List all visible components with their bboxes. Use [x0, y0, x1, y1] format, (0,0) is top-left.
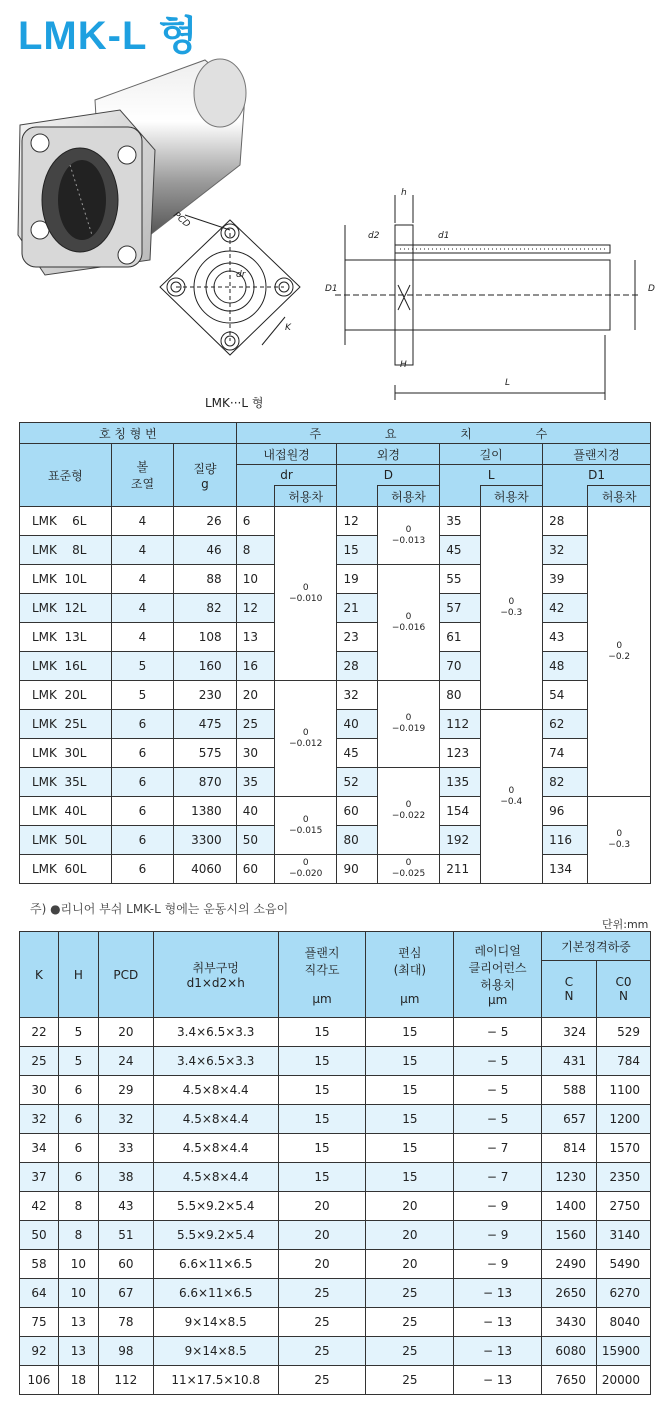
dr-value: 40: [236, 797, 274, 826]
d1-value: 54: [543, 681, 588, 710]
c0-header: C0 N: [596, 961, 650, 1018]
tolerance-D1: 0 −0.3: [588, 797, 651, 884]
spec-c0: 784: [596, 1047, 650, 1076]
mass: 82: [174, 594, 236, 623]
dr-label: dr: [236, 270, 246, 280]
big-d-label: D: [648, 284, 655, 294]
spec-h: 18: [58, 1366, 98, 1395]
spec-hole: 3.4×6.5×3.3: [153, 1018, 278, 1047]
table-row: [20, 1221, 651, 1250]
spec-c: 1400: [542, 1192, 597, 1221]
tolerance-dr: 0 −0.015: [274, 797, 336, 855]
mass: 26: [174, 507, 236, 536]
spec-pcd: 51: [98, 1221, 153, 1250]
d-value: 23: [337, 623, 377, 652]
spec-c: 814: [542, 1134, 597, 1163]
unit-label: 단위:mm: [602, 918, 649, 931]
d-value: 28: [337, 652, 377, 681]
blank-d1: [543, 486, 588, 507]
spec-c: 3430: [542, 1308, 597, 1337]
d1-value: 96: [543, 797, 588, 826]
spec-perp: 15: [278, 1047, 366, 1076]
spec-h: 6: [58, 1134, 98, 1163]
l-value: 211: [440, 855, 480, 884]
model-name: LMK 10L: [20, 565, 112, 594]
table-row: [20, 855, 651, 884]
tol-d1: 허용차: [588, 486, 651, 507]
spec-pcd: 33: [98, 1134, 153, 1163]
spec-k: 22: [20, 1018, 59, 1047]
l-value: 154: [440, 797, 480, 826]
spec-c: 7650: [542, 1366, 597, 1395]
spec-h: 13: [58, 1308, 98, 1337]
d1-header: 플랜지경: [543, 444, 651, 465]
front-view-diagram: [160, 210, 300, 355]
spec-clear: − 5: [454, 1018, 542, 1047]
spec-h: 5: [58, 1018, 98, 1047]
table-row: [20, 1192, 651, 1221]
l-value: 61: [440, 623, 480, 652]
spec-pcd: 43: [98, 1192, 153, 1221]
spec-clear: − 9: [454, 1221, 542, 1250]
d-value: 15: [337, 536, 377, 565]
l-sym: L: [440, 465, 543, 486]
l-value: 35: [440, 507, 480, 536]
ball-rows: 4: [111, 536, 173, 565]
bearing-photo: [18, 59, 246, 275]
spec-hole: 4.5×8×4.4: [153, 1134, 278, 1163]
spec-k: 58: [20, 1250, 59, 1279]
d-value: 90: [337, 855, 377, 884]
big-d1-label: D1: [325, 284, 338, 294]
dr-value: 30: [236, 739, 274, 768]
mass: 88: [174, 565, 236, 594]
spec-pcd: 60: [98, 1250, 153, 1279]
spec-c0: 5490: [596, 1250, 650, 1279]
footnote: 주) ●리니어 부쉬 LMK-L 형에는 운동시의 소음이: [30, 902, 289, 916]
pcd-label: PCD: [171, 210, 192, 230]
spec-clear: − 13: [454, 1308, 542, 1337]
d1-value: 62: [543, 710, 588, 739]
spec-clear: − 9: [454, 1192, 542, 1221]
d-sym: D: [337, 465, 440, 486]
spec-ecc: 20: [366, 1192, 454, 1221]
perp-header: 플랜지 직각도 μm: [278, 932, 366, 1018]
tolerance-dr: 0 −0.010: [274, 507, 336, 681]
spec-ecc: 15: [366, 1134, 454, 1163]
tolerance-D1: 0 −0.2: [588, 507, 651, 797]
spec-c0: 15900: [596, 1337, 650, 1366]
tolerance-D: 0 −0.022: [377, 768, 439, 855]
spec-perp: 25: [278, 1337, 366, 1366]
spec-pcd: 78: [98, 1308, 153, 1337]
dimension-table: [19, 422, 651, 884]
spec-clear: − 7: [454, 1163, 542, 1192]
big-h-label: H: [400, 360, 407, 370]
spec-perp: 15: [278, 1105, 366, 1134]
ball-rows: 5: [111, 681, 173, 710]
mass: 1380: [174, 797, 236, 826]
spec-hole: 4.5×8×4.4: [153, 1105, 278, 1134]
d-value: 60: [337, 797, 377, 826]
spec-h: 6: [58, 1076, 98, 1105]
ball-rows: 4: [111, 623, 173, 652]
d-value: 40: [337, 710, 377, 739]
table-row: [20, 681, 651, 710]
tolerance-L: 0 −0.4: [480, 710, 542, 884]
spec-c0: 529: [596, 1018, 650, 1047]
blank-d: [337, 486, 377, 507]
spec-pcd: 20: [98, 1018, 153, 1047]
spec-h: 10: [58, 1279, 98, 1308]
model-name: LMK 16L: [20, 652, 112, 681]
spec-h: 8: [58, 1221, 98, 1250]
spec-perp: 25: [278, 1279, 366, 1308]
spec-c: 431: [542, 1047, 597, 1076]
big-l-label: L: [505, 378, 511, 388]
tolerance-D: 0 −0.016: [377, 565, 439, 681]
d-value: 21: [337, 594, 377, 623]
h-label: h: [401, 188, 407, 198]
table-row: [20, 797, 651, 826]
ball-rows: 6: [111, 826, 173, 855]
mass: 108: [174, 623, 236, 652]
d-value: 19: [337, 565, 377, 594]
spec-h: 13: [58, 1337, 98, 1366]
spec-c: 657: [542, 1105, 597, 1134]
spec-k: 75: [20, 1308, 59, 1337]
d-value: 32: [337, 681, 377, 710]
blank-l: [440, 486, 480, 507]
pcd-header: PCD: [98, 932, 153, 1018]
table-row: [20, 1018, 651, 1047]
spec-pcd: 24: [98, 1047, 153, 1076]
model-name: LMK 30L: [20, 739, 112, 768]
spec-k: 34: [20, 1134, 59, 1163]
spec-hole: 6.6×11×6.5: [153, 1250, 278, 1279]
dr-value: 50: [236, 826, 274, 855]
tolerance-dr: 0 −0.012: [274, 681, 336, 797]
table-row: [20, 1105, 651, 1134]
dr-value: 25: [236, 710, 274, 739]
mass: 230: [174, 681, 236, 710]
spec-hole: 5.5×9.2×5.4: [153, 1192, 278, 1221]
spec-clear: − 7: [454, 1134, 542, 1163]
spec-clear: − 9: [454, 1250, 542, 1279]
spec-ecc: 20: [366, 1221, 454, 1250]
ball-rows: 6: [111, 797, 173, 826]
spec-c: 2490: [542, 1250, 597, 1279]
d1-value: 134: [543, 855, 588, 884]
d1-value: 48: [543, 652, 588, 681]
spec-pcd: 67: [98, 1279, 153, 1308]
spec-ecc: 15: [366, 1076, 454, 1105]
spec-perp: 25: [278, 1366, 366, 1395]
spec-clear: − 13: [454, 1337, 542, 1366]
c-header: C N: [542, 961, 597, 1018]
spec-k: 25: [20, 1047, 59, 1076]
spec-pcd: 112: [98, 1366, 153, 1395]
spec-k: 50: [20, 1221, 59, 1250]
table-row: [20, 1250, 651, 1279]
tol-dr: 허용차: [274, 486, 336, 507]
ball-rows: 4: [111, 507, 173, 536]
mass: 475: [174, 710, 236, 739]
table-row: [20, 1337, 651, 1366]
spec-ecc: 15: [366, 1105, 454, 1134]
spec-k: 30: [20, 1076, 59, 1105]
spec-c: 2650: [542, 1279, 597, 1308]
d-value: 52: [337, 768, 377, 797]
spec-c0: 2350: [596, 1163, 650, 1192]
tol-d: 허용차: [377, 486, 439, 507]
spec-ecc: 25: [366, 1279, 454, 1308]
spec-table: [19, 931, 651, 1395]
ball-rows: 6: [111, 739, 173, 768]
spec-hole: 11×17.5×10.8: [153, 1366, 278, 1395]
model-name: LMK 60L: [20, 855, 112, 884]
mass: 46: [174, 536, 236, 565]
d-value: 80: [337, 826, 377, 855]
spec-h: 6: [58, 1105, 98, 1134]
model-name: LMK 6L: [20, 507, 112, 536]
mass: 3300: [174, 826, 236, 855]
spec-c0: 2750: [596, 1192, 650, 1221]
spec-perp: 15: [278, 1134, 366, 1163]
spec-pcd: 38: [98, 1163, 153, 1192]
spec-ecc: 20: [366, 1250, 454, 1279]
d-value: 45: [337, 739, 377, 768]
spec-k: 64: [20, 1279, 59, 1308]
l-value: 112: [440, 710, 480, 739]
spec-clear: − 5: [454, 1105, 542, 1134]
l-value: 135: [440, 768, 480, 797]
ball-rows: 6: [111, 855, 173, 884]
d1-value: 43: [543, 623, 588, 652]
ball-rows: 5: [111, 652, 173, 681]
spec-ecc: 15: [366, 1018, 454, 1047]
spec-ecc: 25: [366, 1337, 454, 1366]
spec-perp: 15: [278, 1018, 366, 1047]
ball-rows: 4: [111, 565, 173, 594]
spec-k: 106: [20, 1366, 59, 1395]
group-header-name: 호 칭 형 번: [20, 423, 237, 444]
mass: 4060: [174, 855, 236, 884]
dr-value: 8: [236, 536, 274, 565]
spec-c0: 1570: [596, 1134, 650, 1163]
spec-c: 6080: [542, 1337, 597, 1366]
model-name: LMK 25L: [20, 710, 112, 739]
dr-value: 13: [236, 623, 274, 652]
spec-k: 92: [20, 1337, 59, 1366]
d1-label: d1: [438, 231, 450, 241]
spec-clear: − 5: [454, 1076, 542, 1105]
tolerance-D: 0 −0.013: [377, 507, 439, 565]
ball-rows: 4: [111, 594, 173, 623]
spec-perp: 15: [278, 1163, 366, 1192]
spec-hole: 6.6×11×6.5: [153, 1279, 278, 1308]
dr-value: 16: [236, 652, 274, 681]
spec-clear: − 13: [454, 1279, 542, 1308]
hole-header: 취부구멍 d1×d2×h: [153, 932, 278, 1018]
spec-c0: 6270: [596, 1279, 650, 1308]
blank-dr: [236, 486, 274, 507]
d1-value: 74: [543, 739, 588, 768]
spec-hole: 3.4×6.5×3.3: [153, 1047, 278, 1076]
spec-clear: − 13: [454, 1366, 542, 1395]
d1-value: 32: [543, 536, 588, 565]
group-header-dims: 주 요 치 수: [236, 423, 650, 444]
spec-k: 37: [20, 1163, 59, 1192]
spec-ecc: 15: [366, 1163, 454, 1192]
table-row: [20, 1076, 651, 1105]
h-header: H: [58, 932, 98, 1018]
dr-value: 10: [236, 565, 274, 594]
mass: 160: [174, 652, 236, 681]
ball-rows: 6: [111, 710, 173, 739]
l-value: 55: [440, 565, 480, 594]
d1-sym: D1: [543, 465, 651, 486]
dr-value: 35: [236, 768, 274, 797]
spec-c: 1230: [542, 1163, 597, 1192]
spec-pcd: 98: [98, 1337, 153, 1366]
model-name: LMK 35L: [20, 768, 112, 797]
spec-perp: 25: [278, 1308, 366, 1337]
k-label: K: [285, 323, 291, 333]
tolerance-D: 0 −0.025: [377, 855, 439, 884]
table-row: [20, 1163, 651, 1192]
dr-sym: dr: [236, 465, 337, 486]
l-value: 70: [440, 652, 480, 681]
spec-hole: 4.5×8×4.4: [153, 1163, 278, 1192]
spec-h: 10: [58, 1250, 98, 1279]
l-value: 57: [440, 594, 480, 623]
std-header: 표준형: [20, 444, 112, 507]
spec-hole: 4.5×8×4.4: [153, 1076, 278, 1105]
spec-h: 8: [58, 1192, 98, 1221]
spec-hole: 9×14×8.5: [153, 1337, 278, 1366]
dr-value: 6: [236, 507, 274, 536]
spec-k: 42: [20, 1192, 59, 1221]
l-value: 192: [440, 826, 480, 855]
model-name: LMK 13L: [20, 623, 112, 652]
spec-perp: 20: [278, 1192, 366, 1221]
d-value: 12: [337, 507, 377, 536]
tol-l: 허용차: [480, 486, 542, 507]
model-name: LMK 40L: [20, 797, 112, 826]
l-value: 123: [440, 739, 480, 768]
spec-c0: 3140: [596, 1221, 650, 1250]
spec-ecc: 25: [366, 1308, 454, 1337]
l-header: 길이: [440, 444, 543, 465]
load-header: 기본정격하중: [542, 932, 651, 961]
spec-ecc: 25: [366, 1366, 454, 1395]
spec-c: 1560: [542, 1221, 597, 1250]
ecc-header: 편심 (최대) μm: [366, 932, 454, 1018]
d1-value: 39: [543, 565, 588, 594]
mass: 870: [174, 768, 236, 797]
spec-clear: − 5: [454, 1047, 542, 1076]
tolerance-D: 0 −0.019: [377, 681, 439, 768]
figure-caption: LMK···L 형: [205, 396, 264, 410]
d1-value: 28: [543, 507, 588, 536]
spec-perp: 20: [278, 1250, 366, 1279]
spec-h: 5: [58, 1047, 98, 1076]
spec-c: 588: [542, 1076, 597, 1105]
side-view-diagram: [325, 188, 655, 400]
l-value: 45: [440, 536, 480, 565]
ball-rows: 6: [111, 768, 173, 797]
model-name: LMK 50L: [20, 826, 112, 855]
d1-value: 82: [543, 768, 588, 797]
spec-perp: 20: [278, 1221, 366, 1250]
spec-ecc: 15: [366, 1047, 454, 1076]
dr-value: 12: [236, 594, 274, 623]
ball-rows-header: 볼 조열: [111, 444, 173, 507]
spec-hole: 9×14×8.5: [153, 1308, 278, 1337]
clearance-header: 레이디얼 클리어런스 허용치 μm: [454, 932, 542, 1018]
tolerance-L: 0 −0.3: [480, 507, 542, 710]
product-drawing: [0, 55, 670, 420]
spec-c0: 1200: [596, 1105, 650, 1134]
spec-c: 324: [542, 1018, 597, 1047]
dr-header: 내접원경: [236, 444, 337, 465]
spec-h: 6: [58, 1163, 98, 1192]
dr-value: 60: [236, 855, 274, 884]
table-row: [20, 1308, 651, 1337]
table-row: [20, 1279, 651, 1308]
table-row: [20, 1134, 651, 1163]
spec-c0: 1100: [596, 1076, 650, 1105]
mass: 575: [174, 739, 236, 768]
spec-c0: 8040: [596, 1308, 650, 1337]
dr-value: 20: [236, 681, 274, 710]
spec-hole: 5.5×9.2×5.4: [153, 1221, 278, 1250]
spec-c0: 20000: [596, 1366, 650, 1395]
table-row: [20, 507, 651, 536]
d1-value: 42: [543, 594, 588, 623]
model-name: LMK 8L: [20, 536, 112, 565]
page-title: LMK-L 형: [18, 14, 199, 58]
table-row: [20, 1047, 651, 1076]
d-header: 외경: [337, 444, 440, 465]
k-header: K: [20, 932, 59, 1018]
l-value: 80: [440, 681, 480, 710]
model-name: LMK 12L: [20, 594, 112, 623]
spec-pcd: 32: [98, 1105, 153, 1134]
d1-value: 116: [543, 826, 588, 855]
tolerance-dr: 0 −0.020: [274, 855, 336, 884]
d2-label: d2: [368, 231, 380, 241]
model-name: LMK 20L: [20, 681, 112, 710]
spec-pcd: 29: [98, 1076, 153, 1105]
mass-header: 질량 g: [174, 444, 236, 507]
spec-k: 32: [20, 1105, 59, 1134]
table-row: [20, 1366, 651, 1395]
spec-perp: 15: [278, 1076, 366, 1105]
